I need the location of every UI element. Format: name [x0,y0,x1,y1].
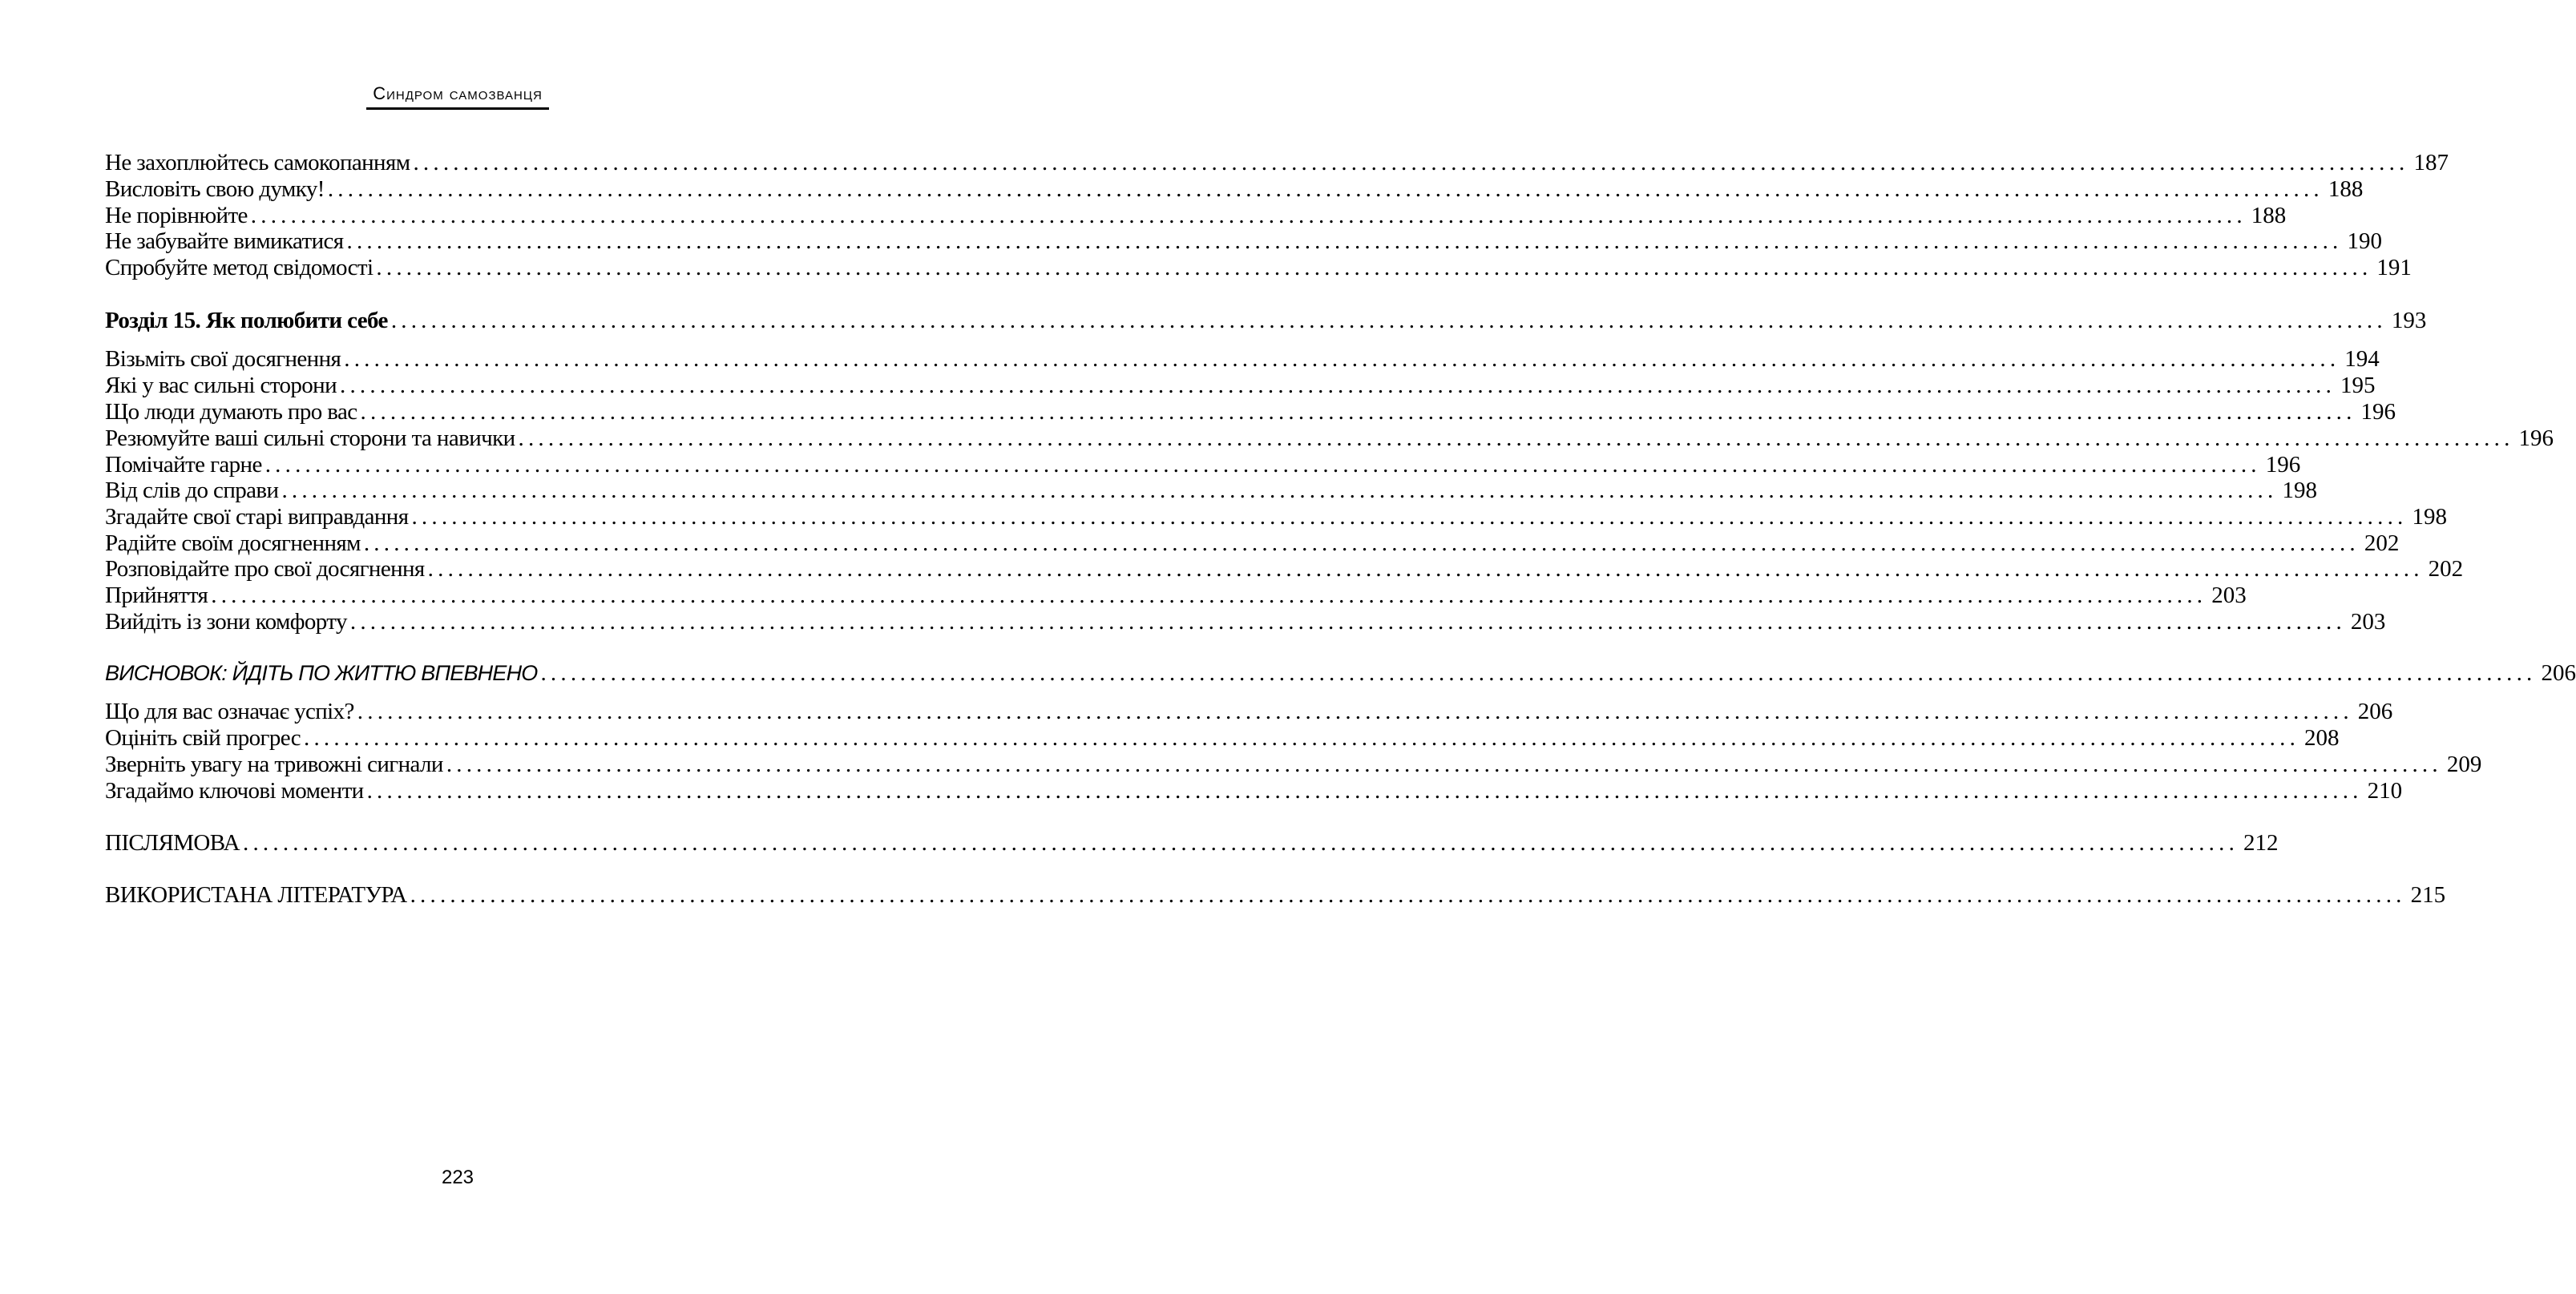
toc-entry [105,228,2382,255]
toc-entry [105,778,2403,804]
toc-entry [105,830,2279,857]
toc-entry-page: 193 [2391,308,2427,333]
toc-entry [105,452,2301,478]
dot-leader: ........................................................................................................................................................................................................ [304,725,2300,751]
dot-leader: ........................................................................................................................................................................................................ [413,150,2409,175]
running-header [0,83,915,110]
toc-entry [105,203,2287,229]
toc-entry-page: 202 [2364,530,2400,556]
toc-entry-page: 203 [2211,583,2247,608]
dot-leader: ........................................................................................................................................................................................................ [363,530,2360,556]
toc-entry-title: ВИСНОВОК: ЙДІТЬ ПО ЖИТТЮ ВПЕВНЕНО [105,661,538,685]
toc-entry-page: 196 [2360,399,2396,425]
toc-entry-title: ПІСЛЯМОВА [105,830,240,856]
toc-entry-page: 215 [2410,882,2446,908]
toc-entry [105,176,2364,203]
dot-leader: ........................................................................................................................................................................................................ [427,556,2424,582]
toc-entry-title: Радійте своїм досягненням [105,530,361,556]
toc-entry [105,699,2393,725]
dot-leader: ........................................................................................................................................................................................................ [344,346,2340,372]
dot-leader: ........................................................................................................................................................................................................ [366,778,2363,804]
toc-entry-title: Оцініть свій прогрес [105,725,301,751]
dot-leader: ........................................................................................................................................................................................................ [540,660,2537,686]
toc-entry-page: 198 [2412,504,2447,530]
toc-entry-page: 194 [2344,346,2380,372]
dot-leader: ........................................................................................................................................................................................................ [518,425,2514,451]
toc-entry [105,725,2340,752]
toc-entry-page: 196 [2518,425,2554,451]
toc-entry-title: Не порівнюйте [105,203,248,228]
toc-entry [105,308,2427,334]
dot-leader: ........................................................................................................................................................................................................ [357,699,2353,724]
dot-leader: ........................................................................................................................................................................................................ [281,478,2278,503]
toc-entry-page: 210 [2367,778,2403,804]
dot-leader: ........................................................................................................................................................................................................ [250,203,2247,228]
toc-entry-title: Розповідайте про свої досягнення [105,556,425,582]
toc-entry-title: Висловіть свою думку! [105,176,325,202]
toc-entry [105,530,2400,557]
toc-entry-title: Що люди думають про вас [105,399,357,425]
toc-entry [105,255,2412,281]
toc-entry [105,609,2386,635]
toc-entry-page: 188 [2328,176,2364,202]
dot-leader: ........................................................................................................................................................................................................ [446,752,2442,777]
toc-entry-page: 206 [2541,660,2576,686]
toc-entry-title: Що для вас означає успіх? [105,699,354,724]
toc-entry [105,150,2449,176]
dot-leader: ........................................................................................................................................................................................................ [264,452,2261,478]
toc-entry-page: 202 [2428,556,2464,582]
dot-leader: ........................................................................................................................................................................................................ [346,228,2343,254]
toc-entry-title: Спробуйте метод свідомості [105,255,373,280]
toc-entry-title: Вийдіть із зони комфорту [105,609,347,635]
dot-leader: ........................................................................................................................................................................................................ [243,830,2239,856]
toc-entry-title: Візьміть свої досягнення [105,346,341,372]
toc-entry-page: 190 [2347,228,2382,254]
toc-entry-page: 187 [2413,150,2449,175]
page-number: 223 [441,1167,474,1188]
toc-entry-title: Помічайте гарне [105,452,262,478]
toc-entry-title: Прийняття [105,583,208,608]
toc-entry-page: 188 [2251,203,2287,228]
toc-entry-title: Розділ 15. Як полюбити себе [105,308,388,333]
toc-entry [105,504,2447,530]
toc-entry-page: 203 [2350,609,2386,635]
toc-entry [105,660,2576,687]
toc-entry-title: Від слів до справи [105,478,279,503]
toc-entry-title: Не забувайте вимикатися [105,228,344,254]
toc-entry-page: 195 [2340,373,2376,398]
dot-leader: ........................................................................................................................................................................................................ [376,255,2372,280]
toc-entry-page: 212 [2243,830,2279,856]
toc-entry-title: Не захоплюйтесь самокопанням [105,150,410,175]
dot-leader: ........................................................................................................................................................................................................ [411,504,2408,530]
dot-leader: ........................................................................................................................................................................................................ [410,882,2406,908]
toc-entry-page: 206 [2357,699,2393,724]
dot-leader: ........................................................................................................................................................................................................ [390,308,2387,333]
running-title: Синдром самозванця [366,83,549,110]
toc-entry [105,425,2554,452]
dot-leader: ........................................................................................................................................................................................................ [211,583,2207,608]
dot-leader: ........................................................................................................................................................................................................ [349,609,2346,635]
toc-entry [105,882,2446,909]
toc-entry-page: 191 [2376,255,2412,280]
toc-entry-title: Зверніть увагу на тривожні сигнали [105,752,443,777]
toc-entry-page: 196 [2265,452,2301,478]
toc-entry [105,556,2464,583]
toc-entry-title: Резюмуйте ваші сильні сторони та навички [105,425,515,451]
dot-leader: ........................................................................................................................................................................................................ [340,373,2336,398]
dot-leader: ........................................................................................................................................................................................................ [360,399,2356,425]
toc-entry-title: Згадаймо ключові моменти [105,778,364,804]
toc-entry [105,583,2247,609]
toc-entry [105,752,2482,778]
toc-entry-title: ВИКОРИСТАНА ЛІТЕРАТУРА [105,882,407,908]
toc-entry [105,399,2396,425]
toc-entry [105,373,2376,399]
toc-entry [105,346,2380,373]
toc-entry-title: Які у вас сильні сторони [105,373,337,398]
toc-entry-title: Згадайте свої старі виправдання [105,504,409,530]
toc-entry-page: 208 [2304,725,2340,751]
toc-entry-page: 209 [2446,752,2482,777]
toc-entry-page: 198 [2282,478,2317,503]
dot-leader: ........................................................................................................................................................................................................ [327,176,2324,202]
toc-entry [105,478,2317,504]
